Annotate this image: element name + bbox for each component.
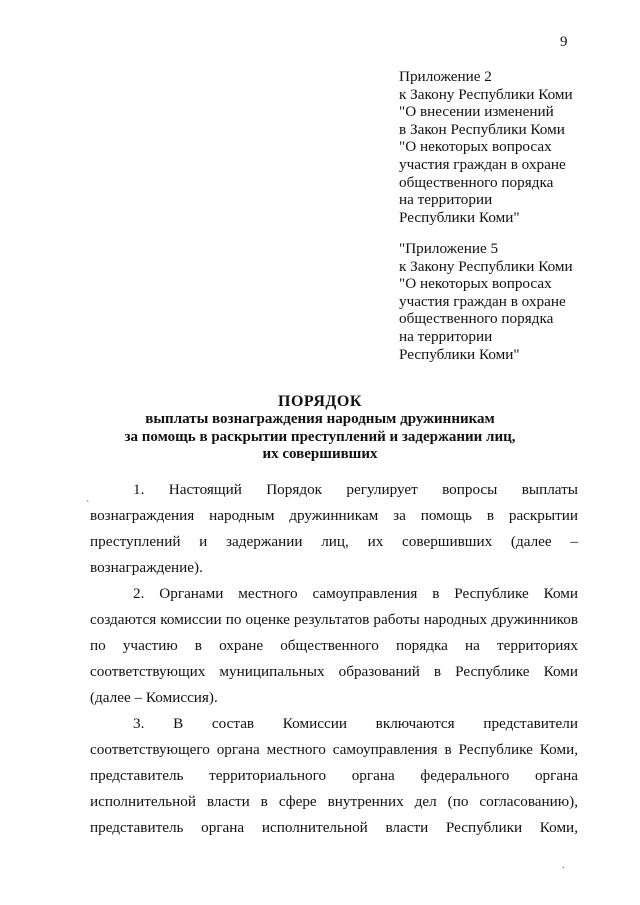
annex-2-line: общественного порядка	[399, 173, 554, 191]
body-line: исполнительной власти в сфере внутренних дел (по согласованию),	[90, 793, 578, 810]
annex-2-line: участия граждан в охране	[399, 155, 566, 173]
annex-5-line: общественного порядка	[399, 310, 554, 328]
title-line: их совершивших	[262, 446, 378, 462]
annex-5-reference	[399, 240, 573, 363]
scan-speck: .	[562, 860, 565, 871]
title-line: за помощь в раскрытии преступлений и задержании лиц,	[124, 428, 516, 445]
annex-5-line: на территории	[399, 327, 493, 345]
body-line: преступлений и задержании лиц, их совершивших (далее –	[90, 533, 578, 550]
annex-2-line: в Закон Республики Коми	[399, 120, 565, 138]
annex-2-line: "О внесении изменений	[399, 103, 554, 121]
body-line: 2. Органами местного самоуправления в Республике Коми	[133, 585, 578, 602]
body-line: представитель органа исполнительной власти Республики Коми,	[90, 819, 578, 836]
document-title	[0, 392, 640, 464]
body-line: создаются комиссии по оценке результатов работы народных дружинников	[90, 611, 578, 628]
annex-2-line: Приложение 2	[399, 68, 492, 85]
annex-2-line: на территории	[399, 191, 493, 209]
annex-2-line: к Закону Республики Коми	[399, 85, 573, 103]
title-line: выплаты вознаграждения народным дружинникам	[145, 411, 495, 427]
body-line: 1. Настоящий Порядок регулирует вопросы выплаты	[133, 481, 578, 498]
body-line: соответствующего органа местного самоуправления в Республике Коми,	[90, 741, 578, 758]
body-line: (далее – Комиссия).	[90, 689, 218, 706]
annex-5-line: "О некоторых вопросах	[399, 275, 552, 293]
body-line: 3. В состав Комиссии включаются представители	[133, 715, 578, 732]
body-line: по участию в охране общественного порядка на территориях	[90, 637, 578, 654]
annex-5-line: Республики Коми"	[399, 345, 520, 363]
annex-2-line: Республики Коми"	[399, 208, 520, 226]
annex-5-line: к Закону Республики Коми	[399, 257, 573, 275]
annex-5-line: "Приложение 5	[399, 240, 499, 257]
annex-2-line: "О некоторых вопросах	[399, 138, 552, 156]
scan-speck: `	[86, 500, 90, 511]
body-line: вознаграждение).	[90, 559, 203, 576]
body-line: соответствующих муниципальных образований в Республике Коми	[90, 663, 578, 680]
title-main: ПОРЯДОК	[278, 393, 362, 410]
annex-5-line: участия граждан в охране	[399, 292, 566, 310]
annex-2-reference	[399, 68, 573, 226]
body-line: представитель территориального органа федерального органа	[90, 767, 578, 784]
body-line: вознаграждения народным дружинникам за помощь в раскрытии	[90, 507, 578, 524]
page-number: 9	[560, 34, 568, 50]
